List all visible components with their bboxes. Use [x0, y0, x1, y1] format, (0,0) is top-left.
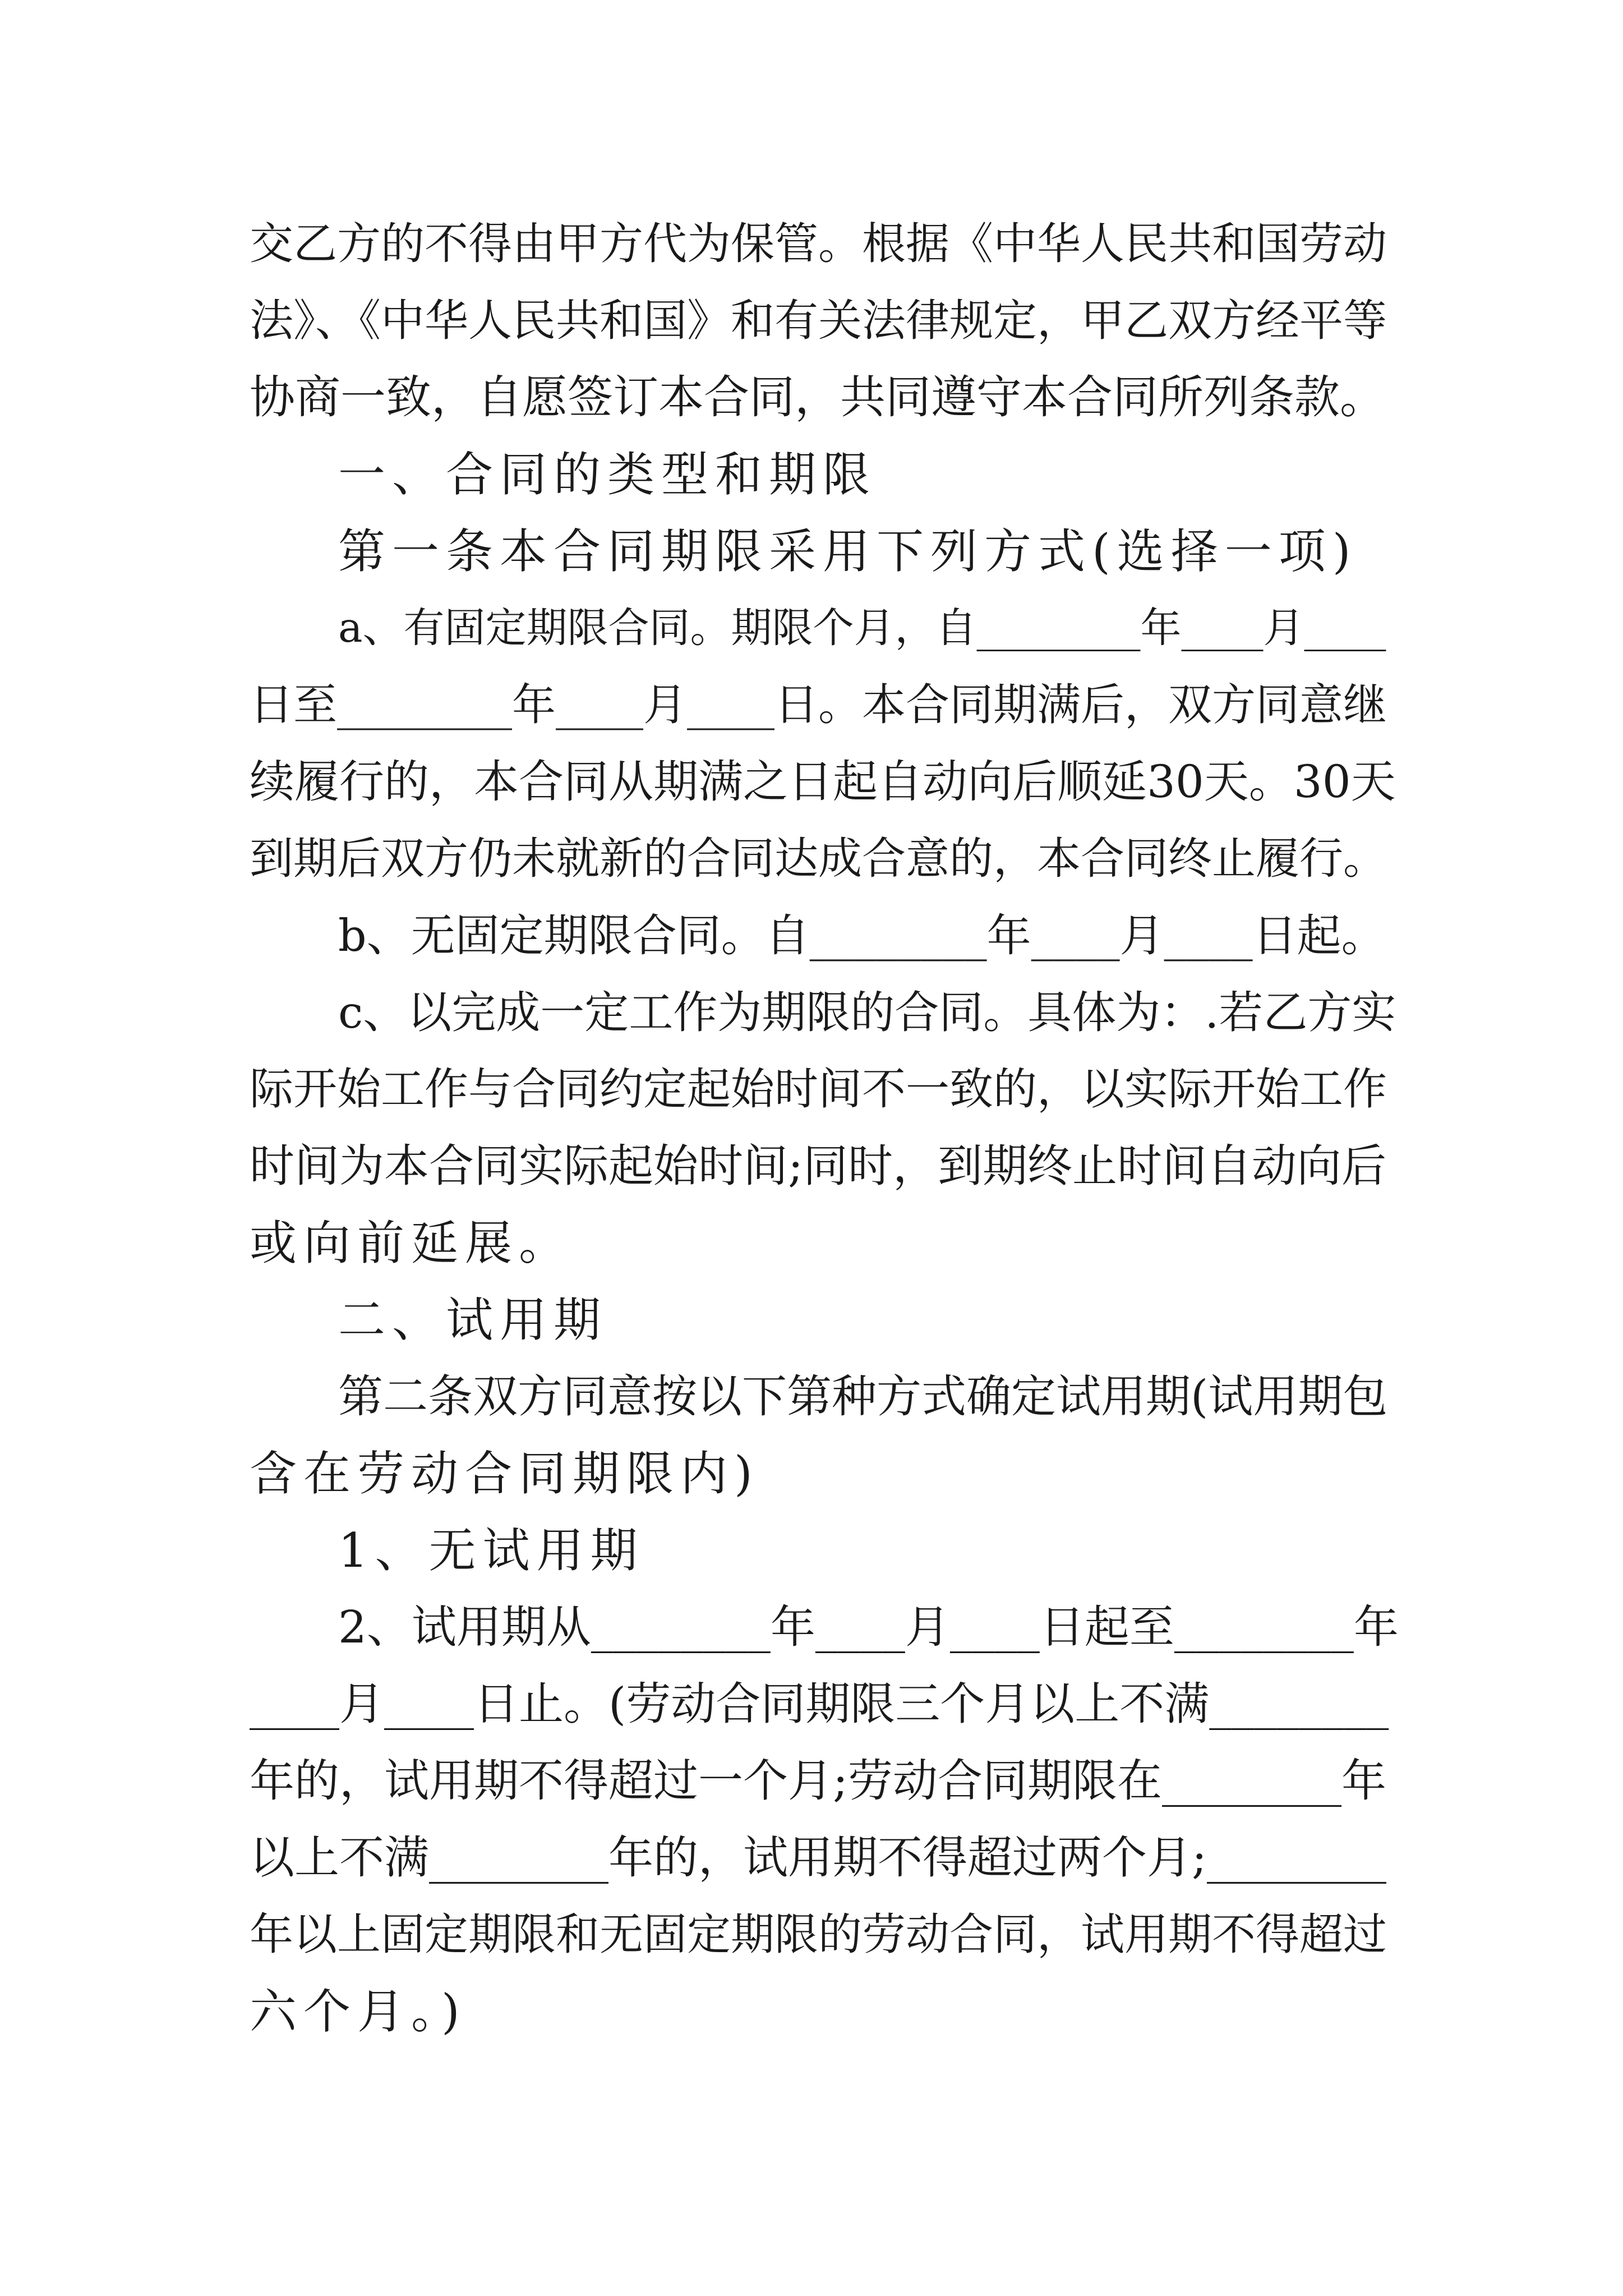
paragraph-line: 时间为本合同实际起始时间;同时，到期终止时间自动向后: [250, 1140, 1386, 1192]
paragraph-line: 法》、《中华人民共和国》和有关法律规定，甲乙双方经平等: [250, 296, 1387, 346]
paragraph-line: 年以上固定期限和无固定期限的劳动合同，试用期不得超过: [250, 1910, 1387, 1960]
paragraph-line: a、有固定期限合同。期限个月，自________年____月____: [338, 604, 1386, 652]
paragraph-line: 以上不满________年的，试用期不得超过两个月;________: [250, 1832, 1386, 1884]
paragraph-line: 到期后双方仍未就新的合同达成合意的，本合同终止履行。: [250, 834, 1387, 884]
section-heading: 二、试用期: [338, 1292, 608, 1347]
clause-heading: 第二条双方同意按以下第种方式确定试用期(试用期包: [338, 1370, 1388, 1423]
paragraph-line: 或向前延展。: [250, 1216, 573, 1271]
paragraph-line: 交乙方的不得由甲方代为保管。根据《中华人民共和国劳动: [250, 219, 1387, 269]
paragraph-line: 年的，试用期不得超过一个月;劳动合同期限在________年: [250, 1755, 1386, 1807]
paragraph-line: 六个月。): [250, 1984, 467, 2039]
section-heading: 一、合同的类型和期限: [338, 447, 877, 502]
paragraph-line: 1、无试用期: [338, 1523, 644, 1578]
paragraph-line: 日至________年____月____日。本合同期满后，双方同意继: [250, 680, 1387, 730]
paragraph-line: 含在劳动合同期限内): [250, 1446, 759, 1501]
paragraph-line: ____月____日止。(劳动合同期限三个月以上不满________: [250, 1678, 1389, 1730]
paragraph-line: 2、试用期从________年____月____日起至________年: [338, 1601, 1399, 1653]
paragraph-line: b、无固定期限合同。自________年____月____日起。: [338, 910, 1386, 961]
paragraph-line: 续履行的，本合同从期满之日起自动向后顺延30天。30天: [250, 756, 1396, 808]
paragraph-line: 际开始工作与合同约定起始时间不一致的，以实际开始工作: [250, 1064, 1387, 1115]
paragraph-line: c、以完成一定工作为期限的合同。具体为：.若乙方实: [338, 987, 1396, 1038]
paragraph-line: 协商一致，自愿签订本合同，共同遵守本合同所列条款。: [250, 371, 1386, 424]
clause-heading: 第一条本合同期限采用下列方式(选择一项): [338, 524, 1358, 579]
